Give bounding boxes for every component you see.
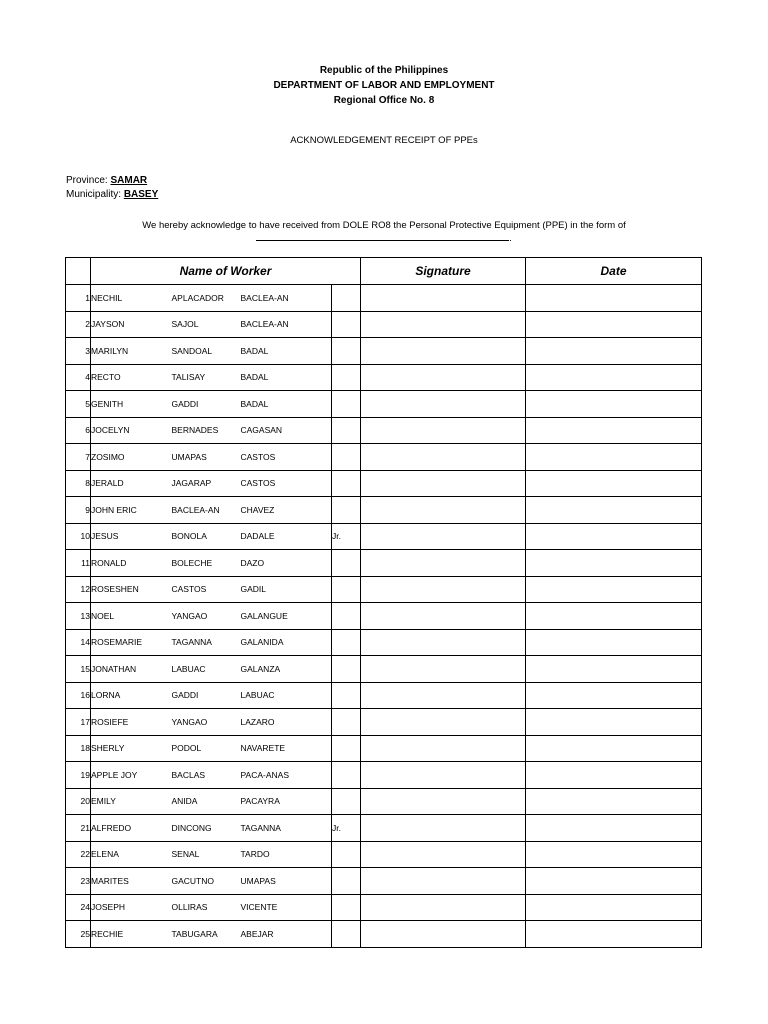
municipality-field: [66, 189, 158, 200]
middle-name: APLACADOR: [172, 285, 241, 312]
signature-cell[interactable]: [361, 497, 526, 524]
municipality-value: BASEY: [123, 189, 159, 200]
middle-name: SANDOAL: [172, 338, 241, 365]
name-suffix: Jr.: [332, 523, 361, 550]
row-number: 23: [66, 868, 91, 895]
last-name: TARDO: [241, 841, 332, 868]
row-number: 10: [66, 523, 91, 550]
table-row: [66, 735, 702, 762]
date-cell[interactable]: [526, 841, 702, 868]
middle-name: BERNADES: [172, 417, 241, 444]
table-row: [66, 788, 702, 815]
last-name: DADALE: [241, 523, 332, 550]
first-name: EMILY: [91, 788, 172, 815]
date-cell[interactable]: [526, 762, 702, 789]
acknowledgement-statement: We hereby acknowledge to have received from DOLE RO8 the Personal Protective Equipment (PPE) in the form of: [142, 220, 626, 231]
name-suffix: [332, 311, 361, 338]
signature-cell[interactable]: [361, 921, 526, 948]
number-column-header: [66, 258, 91, 285]
name-suffix: [332, 868, 361, 895]
last-name: BADAL: [241, 338, 332, 365]
first-name: JERALD: [91, 470, 172, 497]
signature-cell[interactable]: [361, 603, 526, 630]
signature-cell[interactable]: [361, 629, 526, 656]
table-row: [66, 815, 702, 842]
date-cell[interactable]: [526, 523, 702, 550]
last-name: UMAPAS: [241, 868, 332, 895]
table-header-row: [66, 258, 702, 285]
last-name: ABEJAR: [241, 921, 332, 948]
table-row: [66, 868, 702, 895]
first-name: MARILYN: [91, 338, 172, 365]
last-name: GALANIDA: [241, 629, 332, 656]
middle-name: BONOLA: [172, 523, 241, 550]
first-name: APPLE JOY: [91, 762, 172, 789]
signature-cell[interactable]: [361, 444, 526, 471]
signature-cell[interactable]: [361, 815, 526, 842]
name-suffix: [332, 682, 361, 709]
middle-name: SENAL: [172, 841, 241, 868]
signature-cell[interactable]: [361, 364, 526, 391]
middle-name: OLLIRAS: [172, 894, 241, 921]
last-name: CASTOS: [241, 444, 332, 471]
last-name: DAZO: [241, 550, 332, 577]
first-name: ZOSIMO: [91, 444, 172, 471]
middle-name: YANGAO: [172, 603, 241, 630]
signature-cell[interactable]: [361, 391, 526, 418]
date-cell[interactable]: [526, 338, 702, 365]
table-row: [66, 338, 702, 365]
name-suffix: [332, 656, 361, 683]
name-suffix: [332, 735, 361, 762]
signature-cell[interactable]: [361, 470, 526, 497]
name-suffix: [332, 894, 361, 921]
table-row: [66, 285, 702, 312]
date-cell[interactable]: [526, 444, 702, 471]
name-suffix: [332, 497, 361, 524]
middle-name: GADDI: [172, 391, 241, 418]
ppe-form-blank-line: [0, 231, 768, 244]
signature-cell[interactable]: [361, 285, 526, 312]
table-row: [66, 470, 702, 497]
middle-name: GACUTNO: [172, 868, 241, 895]
statement-end: .: [509, 233, 512, 244]
first-name: MARITES: [91, 868, 172, 895]
row-number: 6: [66, 417, 91, 444]
middle-name: BOLECHE: [172, 550, 241, 577]
date-cell[interactable]: [526, 497, 702, 524]
middle-name: LABUAC: [172, 656, 241, 683]
name-suffix: [332, 576, 361, 603]
name-of-worker-header: Name of Worker: [91, 258, 361, 285]
date-cell[interactable]: [526, 576, 702, 603]
date-cell[interactable]: [526, 470, 702, 497]
row-number: 22: [66, 841, 91, 868]
date-cell[interactable]: [526, 364, 702, 391]
row-number: 18: [66, 735, 91, 762]
date-cell[interactable]: [526, 682, 702, 709]
table-row: [66, 523, 702, 550]
first-name: JOCELYN: [91, 417, 172, 444]
province-label: Province:: [66, 175, 108, 186]
last-name: GALANZA: [241, 656, 332, 683]
table-row: [66, 311, 702, 338]
date-cell[interactable]: [526, 285, 702, 312]
province-field: [66, 175, 147, 186]
last-name: VICENTE: [241, 894, 332, 921]
last-name: NAVARETE: [241, 735, 332, 762]
signature-cell[interactable]: [361, 417, 526, 444]
first-name: RECHIE: [91, 921, 172, 948]
date-header: Date: [526, 258, 702, 285]
signature-cell[interactable]: [361, 762, 526, 789]
date-cell[interactable]: [526, 311, 702, 338]
row-number: 21: [66, 815, 91, 842]
signature-cell[interactable]: [361, 682, 526, 709]
first-name: LORNA: [91, 682, 172, 709]
name-suffix: [332, 762, 361, 789]
name-suffix: Jr.: [332, 815, 361, 842]
name-suffix: [332, 444, 361, 471]
first-name: JOHN ERIC: [91, 497, 172, 524]
signature-cell[interactable]: [361, 709, 526, 736]
middle-name: TALISAY: [172, 364, 241, 391]
first-name: SHERLY: [91, 735, 172, 762]
first-name: RONALD: [91, 550, 172, 577]
row-number: 12: [66, 576, 91, 603]
last-name: CHAVEZ: [241, 497, 332, 524]
last-name: BACLEA-AN: [241, 311, 332, 338]
name-suffix: [332, 391, 361, 418]
date-cell[interactable]: [526, 788, 702, 815]
row-number: 19: [66, 762, 91, 789]
table-row: [66, 444, 702, 471]
name-suffix: [332, 841, 361, 868]
table-row: [66, 629, 702, 656]
first-name: NOEL: [91, 603, 172, 630]
first-name: ROSESHEN: [91, 576, 172, 603]
table-row: [66, 576, 702, 603]
row-number: 8: [66, 470, 91, 497]
name-suffix: [332, 285, 361, 312]
signature-cell[interactable]: [361, 338, 526, 365]
row-number: 16: [66, 682, 91, 709]
first-name: GENITH: [91, 391, 172, 418]
table-row: [66, 921, 702, 948]
middle-name: GADDI: [172, 682, 241, 709]
middle-name: TAGANNA: [172, 629, 241, 656]
row-number: 9: [66, 497, 91, 524]
date-cell[interactable]: [526, 629, 702, 656]
table-row: [66, 550, 702, 577]
signature-cell[interactable]: [361, 550, 526, 577]
first-name: RECTO: [91, 364, 172, 391]
table-row: [66, 709, 702, 736]
name-suffix: [332, 709, 361, 736]
row-number: 25: [66, 921, 91, 948]
date-cell[interactable]: [526, 815, 702, 842]
date-cell[interactable]: [526, 709, 702, 736]
row-number: 2: [66, 311, 91, 338]
date-cell[interactable]: [526, 417, 702, 444]
middle-name: YANGAO: [172, 709, 241, 736]
first-name: JAYSON: [91, 311, 172, 338]
signature-cell[interactable]: [361, 841, 526, 868]
middle-name: CASTOS: [172, 576, 241, 603]
signature-header: Signature: [361, 258, 526, 285]
blank-line: [256, 231, 509, 241]
signature-cell[interactable]: [361, 311, 526, 338]
last-name: BADAL: [241, 364, 332, 391]
last-name: PACA-ANAS: [241, 762, 332, 789]
middle-name: ANIDA: [172, 788, 241, 815]
first-name: JONATHAN: [91, 656, 172, 683]
row-number: 13: [66, 603, 91, 630]
header-country: Republic of the Philippines: [319, 65, 449, 76]
row-number: 20: [66, 788, 91, 815]
middle-name: UMAPAS: [172, 444, 241, 471]
name-suffix: [332, 921, 361, 948]
first-name: JESUS: [91, 523, 172, 550]
middle-name: TABUGARA: [172, 921, 241, 948]
table-row: [66, 841, 702, 868]
name-suffix: [332, 550, 361, 577]
middle-name: BACLAS: [172, 762, 241, 789]
middle-name: JAGARAP: [172, 470, 241, 497]
signature-cell[interactable]: [361, 868, 526, 895]
first-name: JOSEPH: [91, 894, 172, 921]
last-name: CAGASAN: [241, 417, 332, 444]
date-cell[interactable]: [526, 550, 702, 577]
table-row: [66, 497, 702, 524]
date-cell[interactable]: [526, 391, 702, 418]
middle-name: DINCONG: [172, 815, 241, 842]
row-number: 7: [66, 444, 91, 471]
name-suffix: [332, 603, 361, 630]
first-name: ALFREDO: [91, 815, 172, 842]
middle-name: PODOL: [172, 735, 241, 762]
row-number: 17: [66, 709, 91, 736]
header-office: Regional Office No. 8: [333, 95, 435, 106]
province-value: SAMAR: [110, 175, 148, 186]
signature-cell[interactable]: [361, 894, 526, 921]
name-suffix: [332, 338, 361, 365]
last-name: BADAL: [241, 391, 332, 418]
row-number: 11: [66, 550, 91, 577]
name-suffix: [332, 470, 361, 497]
last-name: GALANGUE: [241, 603, 332, 630]
document-title: ACKNOWLEDGEMENT RECEIPT OF PPEs: [290, 135, 478, 146]
row-number: 5: [66, 391, 91, 418]
last-name: BACLEA-AN: [241, 285, 332, 312]
signature-cell[interactable]: [361, 788, 526, 815]
last-name: PACAYRA: [241, 788, 332, 815]
table-row: [66, 417, 702, 444]
last-name: LABUAC: [241, 682, 332, 709]
table-row: [66, 656, 702, 683]
name-suffix: [332, 417, 361, 444]
signature-cell[interactable]: [361, 656, 526, 683]
date-cell[interactable]: [526, 656, 702, 683]
row-number: 15: [66, 656, 91, 683]
signature-cell[interactable]: [361, 735, 526, 762]
name-suffix: [332, 629, 361, 656]
signature-cell[interactable]: [361, 576, 526, 603]
last-name: GADIL: [241, 576, 332, 603]
table-row: [66, 364, 702, 391]
table-row: [66, 391, 702, 418]
last-name: LAZARO: [241, 709, 332, 736]
row-number: 14: [66, 629, 91, 656]
last-name: CASTOS: [241, 470, 332, 497]
last-name: TAGANNA: [241, 815, 332, 842]
row-number: 3: [66, 338, 91, 365]
table-row: [66, 762, 702, 789]
row-number: 1: [66, 285, 91, 312]
first-name: ELENA: [91, 841, 172, 868]
header-department: DEPARTMENT OF LABOR AND EMPLOYMENT: [273, 80, 495, 91]
first-name: NECHIL: [91, 285, 172, 312]
table-row: [66, 682, 702, 709]
date-cell[interactable]: [526, 868, 702, 895]
middle-name: BACLEA-AN: [172, 497, 241, 524]
name-suffix: [332, 364, 361, 391]
middle-name: SAJOL: [172, 311, 241, 338]
date-cell[interactable]: [526, 894, 702, 921]
first-name: ROSEMARIE: [91, 629, 172, 656]
table-row: [66, 603, 702, 630]
municipality-label: Municipality:: [66, 189, 122, 200]
signature-cell[interactable]: [361, 523, 526, 550]
name-suffix: [332, 788, 361, 815]
date-cell[interactable]: [526, 735, 702, 762]
first-name: ROSIEFE: [91, 709, 172, 736]
row-number: 4: [66, 364, 91, 391]
worker-table: [65, 257, 702, 948]
date-cell[interactable]: [526, 603, 702, 630]
table-row: [66, 894, 702, 921]
row-number: 24: [66, 894, 91, 921]
date-cell[interactable]: [526, 921, 702, 948]
